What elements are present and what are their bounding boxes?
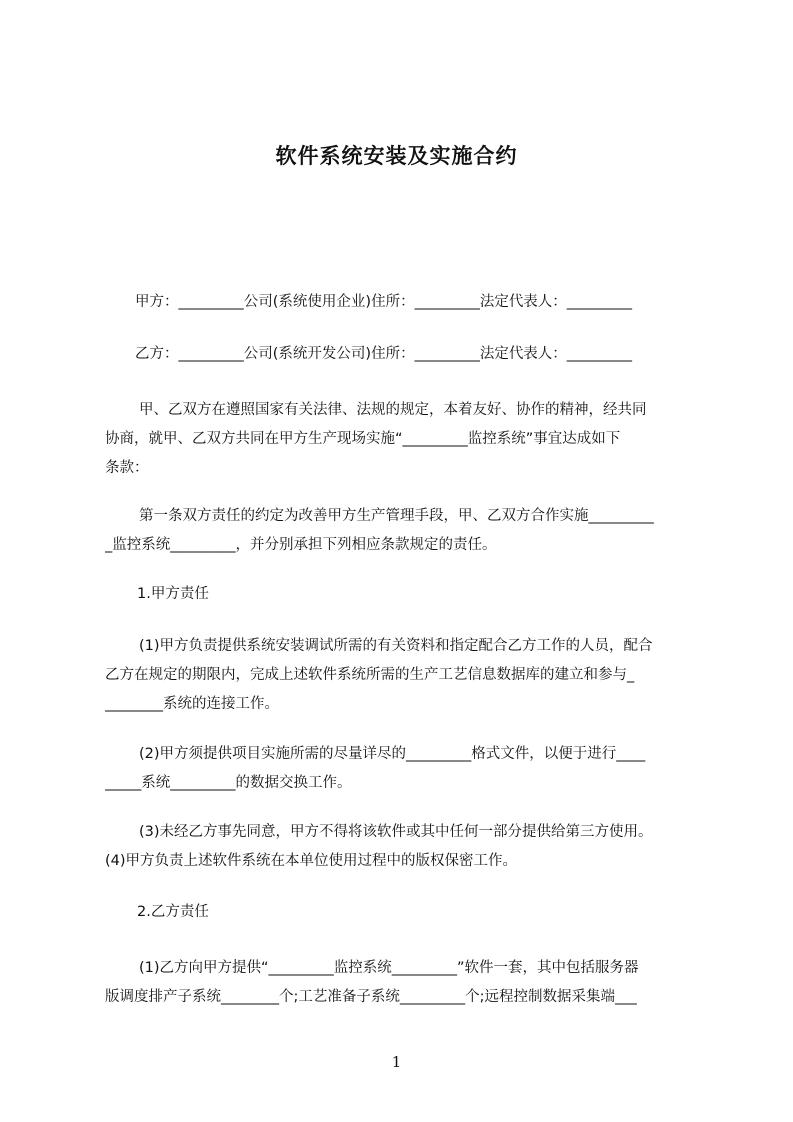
preamble-line-3: 条款： [105,460,149,476]
party-a-duty-1 [105,632,715,719]
party-a-duty-3-line: (3)未经乙方事先同意，甲方不得将该软件或其中任何一部分提供给第三方使用。 [139,824,653,840]
party-b-duty-1-line-1: (1)乙方向甲方提供“_________监控系统_________”软件一套，其中包括服务器 [139,960,639,976]
party-a-paragraph [105,288,715,317]
party-a-duty-3-4 [105,818,715,876]
preamble-line-2: 协商，就甲、乙双方共同在甲方生产现场实施“_________监控系统”事宜达成如下 [105,431,621,447]
party-b-duty-1 [105,954,715,1012]
section-a-heading-block [105,580,715,609]
party-b-duty-1-line-2: 版调度排产子系统________个;工艺准备子系统_________个;远程控制数据采集端___ [105,989,637,1005]
section-a-heading: 1.甲方责任 [137,586,209,602]
preamble-paragraph [105,396,715,483]
section-b-heading: 2.乙方责任 [137,904,209,920]
party-a-duty-1-line-2: 乙方在规定的期限内，完成上述软件系统所需的生产工艺信息数据库的建立和参与_ [105,667,635,683]
preamble-line-1: 甲、乙双方在遵照国家有关法律、法规的规定，本着友好、协作的精神，经共同 [139,402,647,418]
party-a-duty-1-line-1: (1)甲方负责提供系统安装调试所需的有关资料和指定配合乙方工作的人员，配合 [139,638,653,654]
party-b-line: 乙方：_________公司(系统开发公司)住所：_________法定代表人：_________ [135,346,633,362]
party-a-duty-2 [105,740,715,798]
party-a-duty-4-line: (4)甲方负责上述软件系统在本单位使用过程中的版权保密工作。 [105,853,518,869]
party-a-line: 甲方：_________公司(系统使用企业)住所：_________法定代表人：_________ [135,294,633,310]
article-1-line-2: _监控系统_________，并分别承担下列相应条款规定的责任。 [105,537,497,553]
party-b-paragraph [105,340,715,369]
article-1-paragraph [105,502,715,560]
party-a-duty-2-line-1: (2)甲方须提供项目实施所需的尽量详尽的_________格式文件，以便于进行____ [139,746,646,762]
article-1-line-1: 第一条双方责任的约定为改善甲方生产管理手段，甲、乙双方合作实施_________ [139,508,654,524]
party-a-duty-1-line-3: ________系统的连接工作。 [105,696,279,712]
section-b-heading-block [105,898,715,927]
document-title: 软件系统安装及实施合约 [275,144,518,168]
page-number: 1 [391,1053,402,1071]
party-a-duty-2-line-2: _____系统_________的数据交换工作。 [105,775,352,791]
